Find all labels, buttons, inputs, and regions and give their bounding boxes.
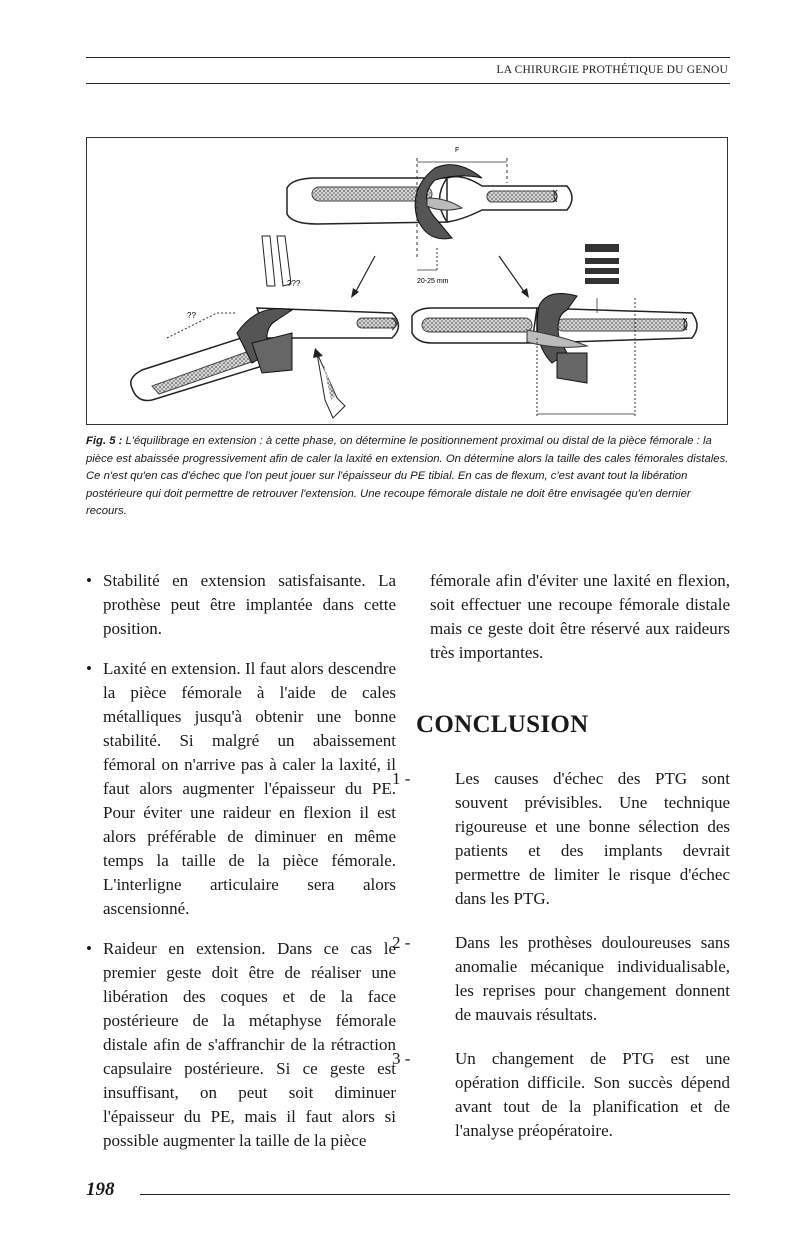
bullet-dot: •	[86, 571, 92, 590]
label-f: F	[455, 147, 460, 154]
item-number: 1 -	[392, 769, 411, 788]
list-item-text: Raideur en extension. Dans ce cas le premier geste doit être de réaliser une libération des coques et de la face postérieure de la métaphyse fémorale distale afin de s'affranchir de la rétraction capsulaire postérieure. Si ce geste est insuffisant, on peut soit diminuer l'épaisseur du PE, mais il faut alors si possible augmenter la taille de la pièce	[103, 939, 396, 1150]
caption-text: L'équilibrage en extension : à cette phase, on détermine le positionnement proximal ou distal de la pièce fémorale : la pièce est abaissée progressivement afin de caler la laxité en extension. On détermine alors la taille des cales fémorales distales. Ce n'est qu'en cas d'échec que l'on peut jouer sur l'épaisseur du PE tibial. En cas de flexum, c'est avant tout la libération postérieure qui doit permettre de retrouver l'extension. Une recoupe fémorale distale ne doit être envisagée qu'en dernier recours.	[86, 435, 729, 518]
top-knee-diagram	[287, 147, 572, 285]
bullet-dot: •	[86, 659, 92, 678]
left-column	[86, 569, 396, 1169]
header-rule-top	[86, 57, 730, 58]
label-gap: 20-25 mm	[417, 278, 449, 285]
bottom-left-knee-diagram	[131, 308, 399, 418]
numbered-item	[392, 1047, 730, 1143]
arrow-right	[499, 256, 525, 293]
list-item-text: Stabilité en extension satisfaisante. La prothèse peut être implantée dans cette position.	[103, 571, 396, 638]
continuation-paragraph: fémorale afin d'éviter une laxité en flexion, soit effectuer une recoupe fémorale distale mais ce geste doit être réservé aux raideurs très importantes.	[430, 571, 730, 662]
cales-icon	[585, 244, 619, 284]
caption-label: Fig. 5 :	[86, 435, 123, 447]
section-heading: CONCLUSION	[416, 711, 589, 738]
bottom-right-knee-diagram	[412, 294, 697, 418]
list-item	[86, 569, 396, 641]
item-text: Un changement de PTG est une opération difficile. Son succès dépend avant tout de la planification et de l'analyse préopératoire.	[455, 1049, 730, 1140]
right-column	[392, 569, 730, 1163]
figure-caption	[86, 433, 732, 521]
list-item	[86, 937, 396, 1153]
item-text: Dans les prothèses douloureuses sans anomalie mécanique individualisable, les reprises pour changement donnent de mauvais résultats.	[455, 933, 730, 1024]
item-number: 2 -	[392, 933, 411, 952]
figure-5	[86, 137, 728, 425]
numbered-item	[392, 931, 730, 1027]
item-number: 3 -	[392, 1049, 411, 1068]
item-text: Les causes d'échec des PTG sont souvent prévisibles. Une technique rigoureuse et une bonne sélection des patients et des implants devrait permettre de limiter le risque d'échec dans les PTG.	[455, 769, 730, 908]
label-question-triple: ???	[287, 279, 301, 288]
numbered-item	[392, 767, 730, 911]
header-rule-bottom	[86, 83, 730, 84]
page-number: 198	[86, 1179, 115, 1200]
label-question-double: ??	[187, 311, 196, 320]
knee-balancing-illustration	[87, 138, 729, 426]
bullet-dot: •	[86, 939, 92, 958]
arrow-left	[355, 256, 375, 293]
footer-rule	[140, 1194, 730, 1195]
list-item-text: Laxité en extension. Il faut alors descendre la pièce fémorale à l'aide de cales métalliques jusqu'à obtenir une bonne stabilité. Si malgré un abaissement fémoral on n'arrive pas à caler la laxité, il faut alors augmenter l'épaisseur du PE. Pour éviter une raideur en flexion il est alors préférable de diminuer en même temps la taille de la pièce fémorale. L'interligne articulaire sera alors ascensionné.	[103, 659, 396, 918]
list-item	[86, 657, 396, 921]
running-title: LA CHIRURGIE PROTHÉTIQUE DU GENOU	[496, 64, 728, 76]
